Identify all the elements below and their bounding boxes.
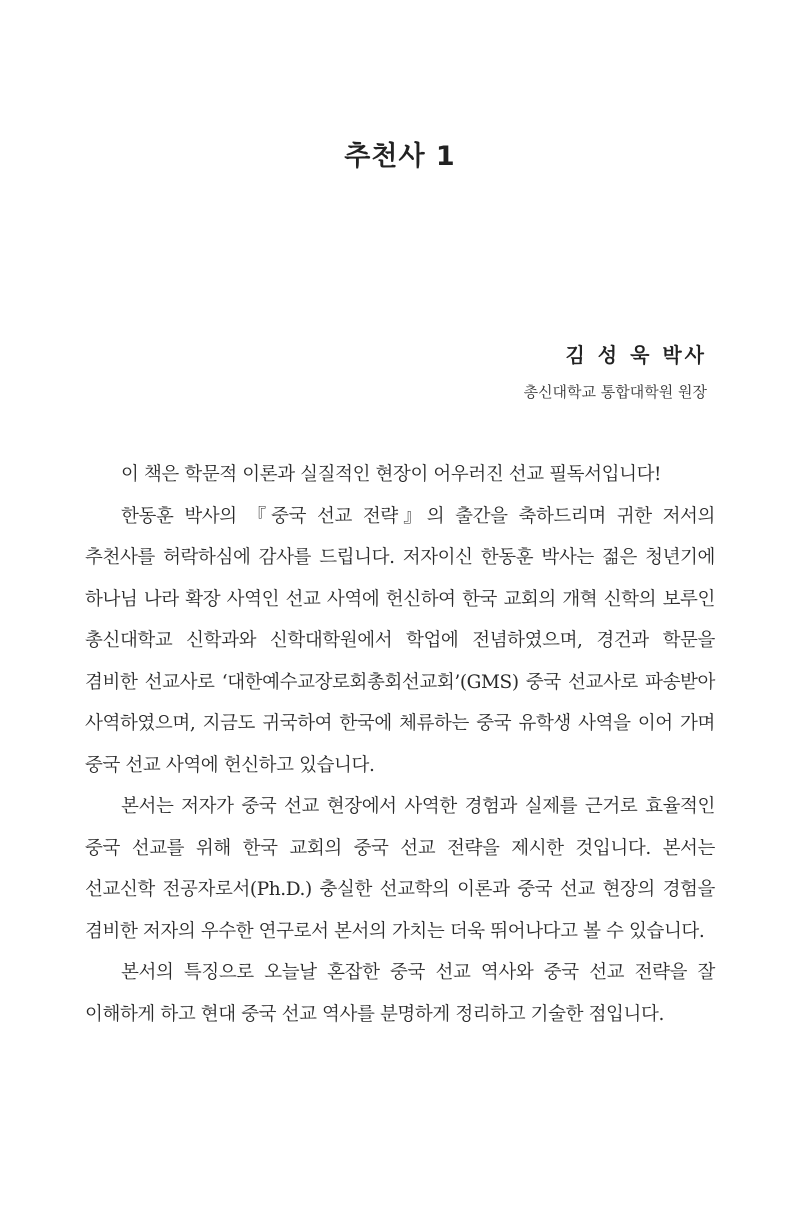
paragraph-3: 본서는 저자가 중국 선교 현장에서 사역한 경험과 실제를 근거로 효율적인 중국 선교를 위해 한국 교회의 중국 선교 전략을 제시한 것입니다. 본서는 선교신학 전공자로서(Ph.D.) 충실한 선교학의 이론과 중국 선교 현장의 경험을 겸비한 저자의 우수한 연구로서 본서의 가치는 더욱 뛰어나다고 볼 수 있습니다. (85, 796, 715, 942)
page-title: 추천사 1 (344, 141, 456, 172)
author-affiliation: 총신대학교 통합대학원 원장 (523, 383, 707, 401)
paragraph-4: 본서의 특징으로 오늘날 혼잡한 중국 선교 역사와 중국 선교 전략을 잘 이해하게 하고 현대 중국 선교 역사를 분명하게 정리하고 기술한 점입니다. (85, 962, 715, 1025)
author-name: 김 성 욱 박사 (565, 343, 707, 367)
author-block (524, 338, 707, 404)
body-text (85, 454, 715, 1035)
paragraph-2: 한동훈 박사의 『중국 선교 전략』의 출간을 축하드리며 귀한 저서의 추천사를 허락하심에 감사를 드립니다. 저자이신 한동훈 박사는 젊은 청년기에 하나님 나라 확장 사역인 선교 사역에 헌신하여 한국 교회의 개혁 신학의 보루인 총신대학교 신학과와 신학대학원에서 학업에 전념하였으며, 경건과 학문을 겸비한 선교사로 ‘대한예수교장로회총회선교회’(GMS) 중국 선교사로 파송받아 사역하였으며, 지금도 귀국하여 한국에 체류하는 중국 유학생 사역을 이어 가며 중국 선교 사역에 헌신하고 있습니다. (85, 505, 715, 776)
paragraph-1: 이 책은 학문적 이론과 실질적인 현장이 어우러진 선교 필독서입니다! (121, 464, 662, 485)
